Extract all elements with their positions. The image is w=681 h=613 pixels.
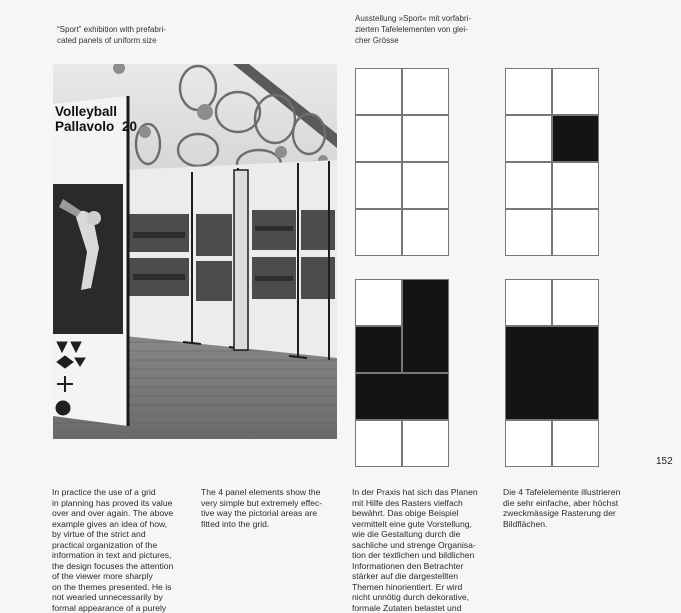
body-text-german-1: In der Praxis hat sich das Planen mit Hilfe des Rasters vielfach bewährt. Das obige Beispiel vermittelt eine gute Vorstellung, wie die Gestaltung durch die sachliche und strenge Organisa- tion der textlichen und bildlichen Informationen den Betrachter stärker auf die dargestellten Themen hinorientiert. Er wird nicht unnötig durch dekorative, formale Zutaten belastet und bbox=[352, 487, 478, 613]
caption-english: “Sport” exhibition with prefabri- cated panels of uniform size bbox=[57, 25, 166, 45]
body-text-english-1: In practice the use of a grid in planning has proved its value over and over again. The above example gives an idea of how, by virtue of the strict and practical organization of the information in text and pictures, the design focuses the attention of the viewer more sharply on the themes presented. He is not wearied unnecessarily by formal appearance of a purely bbox=[52, 487, 174, 613]
panel-1 bbox=[355, 68, 449, 256]
grid-cell bbox=[355, 162, 402, 209]
body-text-english-2: The 4 panel elements show the very simple but extremely effec- tive way the pictorial areas are fitted into the grid. bbox=[201, 487, 323, 529]
panel-3 bbox=[355, 279, 449, 467]
grid-cell bbox=[552, 420, 599, 467]
grid-cell bbox=[402, 420, 449, 467]
grid-cell bbox=[402, 162, 449, 209]
grid-cell bbox=[505, 68, 552, 115]
grid-cell bbox=[355, 115, 402, 162]
panel-2 bbox=[505, 68, 599, 256]
grid-cell bbox=[355, 209, 402, 256]
grid-cell bbox=[552, 209, 599, 256]
picture-area bbox=[403, 280, 448, 372]
body-text-german-2: Die 4 Tafelelemente illustrieren die sehr einfache, aber höchst zweckmässige Rasterung der Bildflächen. bbox=[503, 487, 621, 529]
grid-cell bbox=[552, 162, 599, 209]
grid-cell bbox=[355, 68, 402, 115]
grid-cell bbox=[355, 420, 402, 467]
grid-cell bbox=[505, 162, 552, 209]
banner-number: 20 bbox=[122, 119, 138, 134]
banner-line-1: Volleyball bbox=[55, 104, 118, 119]
grid-cell bbox=[505, 420, 552, 467]
grid-cell bbox=[552, 279, 599, 326]
grid-cell bbox=[505, 115, 552, 162]
picture-area bbox=[506, 327, 598, 419]
grid-cell bbox=[505, 209, 552, 256]
exhibition-photo bbox=[53, 64, 337, 439]
banner-text bbox=[55, 104, 137, 134]
grid-cell bbox=[402, 209, 449, 256]
panel-4 bbox=[505, 279, 599, 467]
picture-area bbox=[553, 116, 598, 161]
grid-cell bbox=[355, 279, 402, 326]
banner-line-2-text: Pallavolo bbox=[55, 119, 115, 134]
caption-german: Ausstellung »Sport« mit vorfabri- zierten Tafelelementen von glei- cher Grösse bbox=[355, 14, 472, 45]
grid-cell bbox=[402, 115, 449, 162]
picture-area bbox=[356, 374, 448, 419]
picture-area bbox=[356, 327, 401, 372]
grid-cell bbox=[505, 279, 552, 326]
page-number: 152 bbox=[656, 456, 673, 467]
grid-cell bbox=[402, 68, 449, 115]
banner-line-2 bbox=[55, 119, 137, 134]
grid-cell bbox=[552, 68, 599, 115]
